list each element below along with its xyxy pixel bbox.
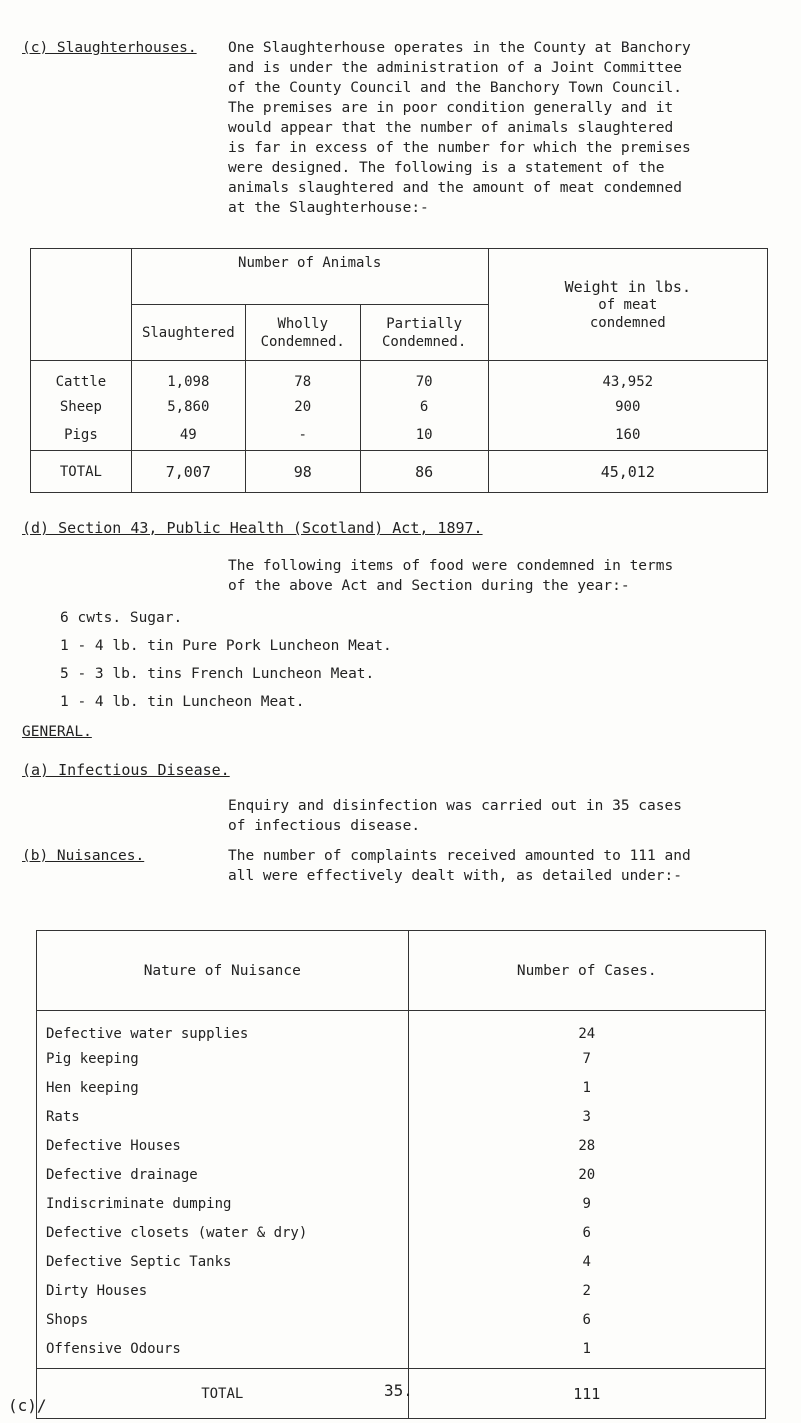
table-row: Pig keeping 7	[37, 1045, 766, 1074]
table-row: Indiscriminate dumping 9	[37, 1190, 766, 1219]
table-row: Defective closets (water & dry) 6	[37, 1219, 766, 1248]
col-slaughtered: Slaughtered	[131, 305, 245, 361]
condemned-food-list	[60, 608, 700, 720]
table-row: Pigs 49 - 10 160	[31, 421, 768, 451]
table-row: Offensive Odours 1	[37, 1335, 766, 1369]
table-row: Defective water supplies 24	[37, 1011, 766, 1045]
nuisance-table	[36, 930, 766, 1419]
col-partially-condemned: Partially Condemned.	[360, 305, 488, 361]
para-line: animals slaughtered and the amount of meat condemned	[228, 180, 682, 196]
section-d-heading: (d) Section 43, Public Health (Scotland) Act, 1897.	[22, 519, 483, 537]
col-nature-of-nuisance: Nature of Nuisance	[37, 931, 409, 1011]
table-row: Sheep 5,860 20 6 900	[31, 393, 768, 421]
list-item: 1 - 4 lb. tin Luncheon Meat.	[60, 694, 305, 710]
list-item: 6 cwts. Sugar.	[60, 610, 183, 626]
section-d-paragraph: The following items of food were condemned in terms of the above Act and Section during the year:-	[228, 558, 674, 594]
table-row: Defective Houses 28	[37, 1132, 766, 1161]
para-line: The premises are in poor condition generally and it	[228, 100, 674, 116]
para-line: were designed. The following is a statement of the	[228, 160, 665, 176]
nuisances-paragraph: The number of complaints received amounted to 111 and all were effectively dealt with, as detailed under:-	[228, 848, 691, 884]
col-number-of-cases: Number of Cases.	[408, 931, 765, 1011]
page-number: 35.	[384, 1381, 413, 1400]
general-heading: GENERAL.	[22, 724, 92, 740]
total-row: TOTAL 7,007 98 86 45,012	[31, 451, 768, 493]
para-line: is far in excess of the number for which the premises	[228, 140, 691, 156]
group-header: Number of Animals	[131, 249, 488, 305]
para-line: and is under the administration of a Joint Committee	[228, 60, 682, 76]
infectious-disease-paragraph: Enquiry and disinfection was carried out in 35 cases of infectious disease.	[228, 798, 682, 834]
para-line: at the Slaughterhouse:-	[228, 200, 429, 216]
total-row: TOTAL 111	[37, 1369, 766, 1419]
table-row: Defective Septic Tanks 4	[37, 1248, 766, 1277]
table-row: Rats 3	[37, 1103, 766, 1132]
table-row: Cattle 1,098 78 70 43,952	[31, 361, 768, 393]
slaughter-table	[30, 248, 768, 493]
nuisances-heading: (b) Nuisances.	[22, 848, 145, 864]
para-line: One Slaughterhouse operates in the County at Banchory	[228, 40, 691, 56]
col-wholly-condemned: Wholly Condemned.	[245, 305, 360, 361]
table-row: Hen keeping 1	[37, 1074, 766, 1103]
list-item: 1 - 4 lb. tin Pure Pork Luncheon Meat.	[60, 638, 392, 654]
infectious-disease-heading: (a) Infectious Disease.	[22, 761, 230, 779]
list-item: 5 - 3 lb. tins French Luncheon Meat.	[60, 666, 375, 682]
table-row: Dirty Houses 2	[37, 1277, 766, 1306]
para-line: of the County Council and the Banchory Town Council.	[228, 80, 682, 96]
table-row: Shops 6	[37, 1306, 766, 1335]
table-row: Defective drainage 20	[37, 1161, 766, 1190]
corner-cell	[31, 249, 132, 361]
para-line: would appear that the number of animals slaughtered	[228, 120, 674, 136]
section-c-label: (c) Slaughterhouses.	[22, 40, 197, 56]
section-c-paragraph	[228, 38, 788, 218]
weight-header: Weight in lbs. of meat condemned	[488, 249, 767, 361]
catchword: (c)/	[8, 1396, 47, 1415]
